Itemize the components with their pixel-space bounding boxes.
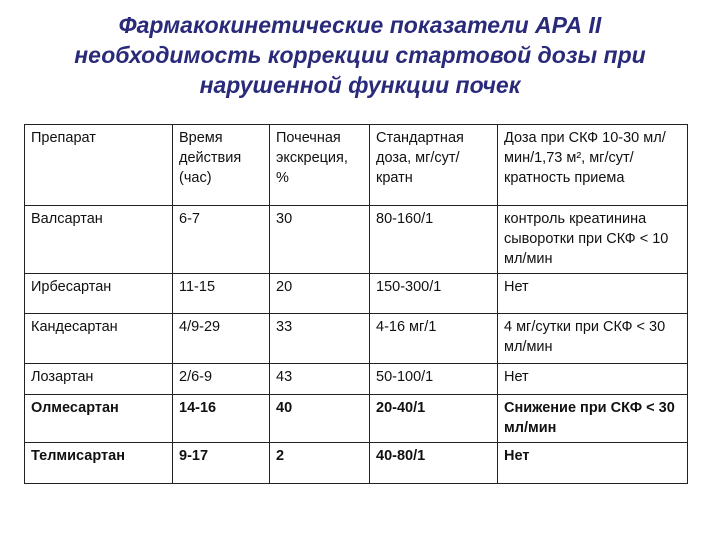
header-renal-excretion: Почечная экскреция, % bbox=[270, 125, 370, 206]
table-row bbox=[25, 206, 688, 274]
pharmacokinetics-table bbox=[24, 124, 688, 484]
cell-dose-gfr: 4 мг/сутки при СКФ < 30 мл/мин bbox=[498, 314, 688, 364]
cell-dose-gfr: Нет bbox=[498, 274, 688, 314]
cell-drug: Валсартан bbox=[25, 206, 173, 274]
cell-drug: Кандесартан bbox=[25, 314, 173, 364]
header-standard-dose: Стандартная доза, мг/сут/кратн bbox=[370, 125, 498, 206]
header-dose-gfr: Доза при СКФ 10-30 мл/мин/1,73 м², мг/сут/кратность приема bbox=[498, 125, 688, 206]
cell-drug: Ирбесартан bbox=[25, 274, 173, 314]
cell-renal-excretion: 20 bbox=[270, 274, 370, 314]
cell-standard-dose: 40-80/1 bbox=[370, 443, 498, 484]
cell-duration: 2/6-9 bbox=[173, 364, 270, 395]
table-row bbox=[25, 395, 688, 443]
title-line-3: нарушенной функции почек bbox=[199, 72, 521, 98]
cell-duration: 4/9-29 bbox=[173, 314, 270, 364]
cell-standard-dose: 50-100/1 bbox=[370, 364, 498, 395]
table-header-row bbox=[25, 125, 688, 206]
cell-drug: Лозартан bbox=[25, 364, 173, 395]
cell-standard-dose: 150-300/1 bbox=[370, 274, 498, 314]
cell-duration: 9-17 bbox=[173, 443, 270, 484]
cell-renal-excretion: 30 bbox=[270, 206, 370, 274]
cell-dose-gfr: Нет bbox=[498, 364, 688, 395]
cell-renal-excretion: 2 bbox=[270, 443, 370, 484]
title-line-2: необходимость коррекции стартовой дозы при bbox=[74, 42, 646, 68]
cell-renal-excretion: 43 bbox=[270, 364, 370, 395]
page-title bbox=[0, 10, 720, 100]
title-line-1: Фармакокинетические показатели АРА II bbox=[118, 12, 602, 38]
cell-standard-dose: 20-40/1 bbox=[370, 395, 498, 443]
cell-standard-dose: 80-160/1 bbox=[370, 206, 498, 274]
cell-renal-excretion: 33 bbox=[270, 314, 370, 364]
table-row bbox=[25, 274, 688, 314]
cell-drug: Олмесартан bbox=[25, 395, 173, 443]
cell-dose-gfr: Снижение при СКФ < 30 мл/мин bbox=[498, 395, 688, 443]
cell-renal-excretion: 40 bbox=[270, 395, 370, 443]
header-drug: Препарат bbox=[25, 125, 173, 206]
cell-duration: 11-15 bbox=[173, 274, 270, 314]
cell-standard-dose: 4-16 мг/1 bbox=[370, 314, 498, 364]
cell-drug: Телмисартан bbox=[25, 443, 173, 484]
cell-dose-gfr: контроль креатинина сыворотки при СКФ < 10 мл/мин bbox=[498, 206, 688, 274]
cell-dose-gfr: Нет bbox=[498, 443, 688, 484]
table-row bbox=[25, 364, 688, 395]
cell-duration: 14-16 bbox=[173, 395, 270, 443]
table-row bbox=[25, 314, 688, 364]
header-duration: Время действия (час) bbox=[173, 125, 270, 206]
table-row bbox=[25, 443, 688, 484]
cell-duration: 6-7 bbox=[173, 206, 270, 274]
